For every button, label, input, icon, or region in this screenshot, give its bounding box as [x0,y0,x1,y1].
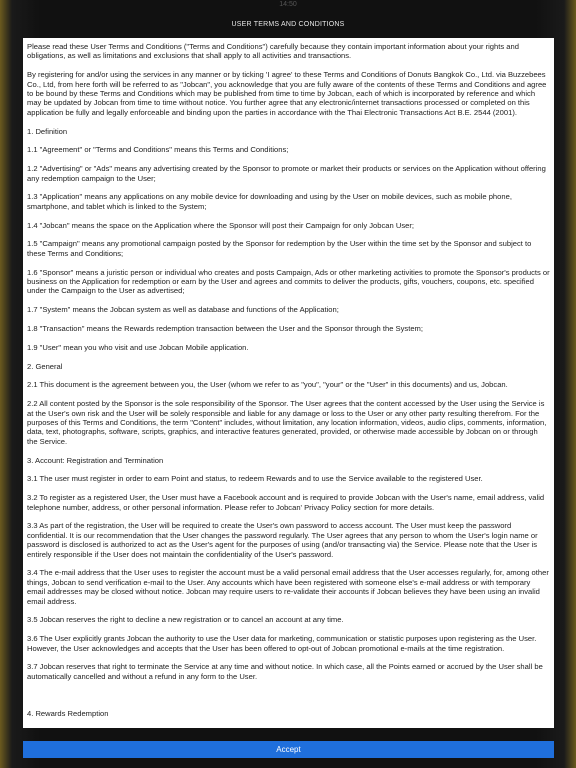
terms-paragraph: 1.8 "Transaction" means the Rewards redemption transaction between the User and the Sponsor through the System; [27,324,423,334]
terms-content [23,38,554,719]
terms-paragraph: 4. Rewards Redemption [27,709,109,719]
terms-paragraph: 2.2 All content posted by the Sponsor is the sole responsibility of the Sponsor. The User agrees that the content accessed by the User using the Service is at the User's own risk and the User will be solely responsible and liable for any damage or loss to the User or any other party resulting therefrom. For the purposes of this Terms and Conditions, the term "Content" includes, without limitation, any location information, videos, audio clips, comments, information, data, text, photographs, software, scripts, graphics, and interactive features generated, provided, or otherwise made accessible by Jobcan on or through the Service. [27,399,547,446]
terms-paragraph: 1.9 "User" mean you who visit and use Jobcan Mobile application. [27,342,249,352]
terms-paragraph: 1.7 "System" means the Jobcan system as well as database and functions of the Application; [27,305,339,315]
terms-paragraph: 1.1 "Agreement" or "Terms and Conditions" means this Terms and Conditions; [27,145,289,155]
terms-paragraph: 2. General [27,361,63,371]
page-title: USER TERMS AND CONDITIONS [231,21,345,28]
terms-paragraph: 1.6 "Sponsor" means a juristic person or individual who creates and posts Campaign, Ads or other marketing activities to promote the Sponsor's products or business on the Application for redemption or earn by the User and agrees and commits to deliver the products, gifts, vouchers, coupons, etc. specified under the Campaign to the User as advertised; [27,267,550,296]
terms-paragraph: 3.1 The user must register in order to earn Point and status, to redeem Rewards and to use the Service available to the registered User. [27,474,483,484]
terms-paragraph: 1.4 "Jobcan" means the space on the Application where the Sponsor will post their Campaign for only Jobcan User; [27,220,414,230]
terms-scroll-area[interactable] [23,38,554,728]
accept-button[interactable]: Accept [23,741,554,758]
terms-paragraph: Please read these User Terms and Conditions ("Terms and Conditions") carefully because they contain important information about your rights and obligations, as well as limitations and exclusions that shall apply to all activities and transactions. [27,42,519,61]
status-bar [0,0,576,12]
terms-paragraph: 1. Definition [27,126,68,136]
terms-paragraph [27,691,550,700]
terms-paragraph: 3. Account: Registration and Termination [27,455,164,465]
terms-paragraph: 1.2 "Advertising" or "Ads" means any advertising created by the Sponsor to promote or market their products or services on the Application without offering any redemption campaign to the User; [27,164,546,183]
status-time: 14:50 [279,1,297,8]
terms-paragraph: 3.6 The User explicitly grants Jobcan the authority to use the User data for marketing, communication or statistic purposes upon registering as the User. However, the User acknowledges and accepts that the User has been offered to opt-out of Jobcan promotional e-mails at the time registration. [27,634,537,653]
terms-paragraph: 3.5 Jobcan reserves the right to decline a new registration or to cancel an account at any time. [27,615,344,625]
terms-paragraph: 1.3 "Application" means any applications on any mobile device for downloading and using by the User on mobile devices, such as mobile phone, smartphone, and tablet which is linked to the System; [27,192,512,211]
terms-paragraph: 2.1 This document is the agreement between you, the User (whom we refer to as "you", "your" or the "User" in this documents) and us, Jobcan. [27,380,508,390]
terms-paragraph: 1.5 "Campaign" means any promotional campaign posted by the Sponsor for redemption by the User within the time set by the Sponsor and subject to these Terms and Conditions; [27,239,532,258]
terms-paragraph: By registering for and/or using the services in any manner or by ticking 'I agree' to these Terms and Conditions of Donuts Bangkok Co., Ltd. via Buzzebees Co., Ltd, from here forth will be referred to as "Jobcan", you acknowledge that you are fully aware of the contents of these Terms and Conditions and agree to be bound by these Terms and Conditions which may be published from time to time by Jobcan, each of which is incorporated by reference and which may be updated by Jobcan from time to time without notice. You further agree that any electronic/internet transactions processed or completed on this application be fully and legally enforceable and binding upon the parties in accordance with the Thai Electronic Transactions Act B.E. 2544 (2001). [27,70,547,117]
terms-paragraph: 3.3 As part of the registration, the User will be required to create the User's own password to access account. The User must keep the password confidential. It is our recommendation that the User changes the password regularly. The User agrees that any person to whom the User's login name or password is disclosed is authorized to act as the User's agent for the purposes of using (and/or transacting via) the Service. Please note that the User is entirely responsible if the User does not maintain the confidentiality of the User's password. [27,521,538,559]
terms-paragraph: 3.4 The e-mail address that the User uses to register the account must be a valid personal email address that the User accesses regularly, for, among other things, Jobcan to send verification e-mail to the User. Any accounts which have been registered with someone else's e-mail address or with temporary email addresses may be closed without notice. Jobcan may require users to re-validate their accounts if Jobcan believes they have been using an invalid email address. [27,568,549,606]
terms-paragraph: 3.2 To register as a registered User, the User must have a Facebook account and is required to provide Jobcan with the User's name, email address, valid telephone number, address, or other personal information. Please refer to Jobcan' Privacy Policy section for more details. [27,493,545,512]
terms-paragraph: 3.7 Jobcan reserves that right to terminate the Service at any time and without notice. In which case, all the Points earned or accrued by the User shall be automatically cancelled and without a refund in any form to the User. [27,662,543,681]
